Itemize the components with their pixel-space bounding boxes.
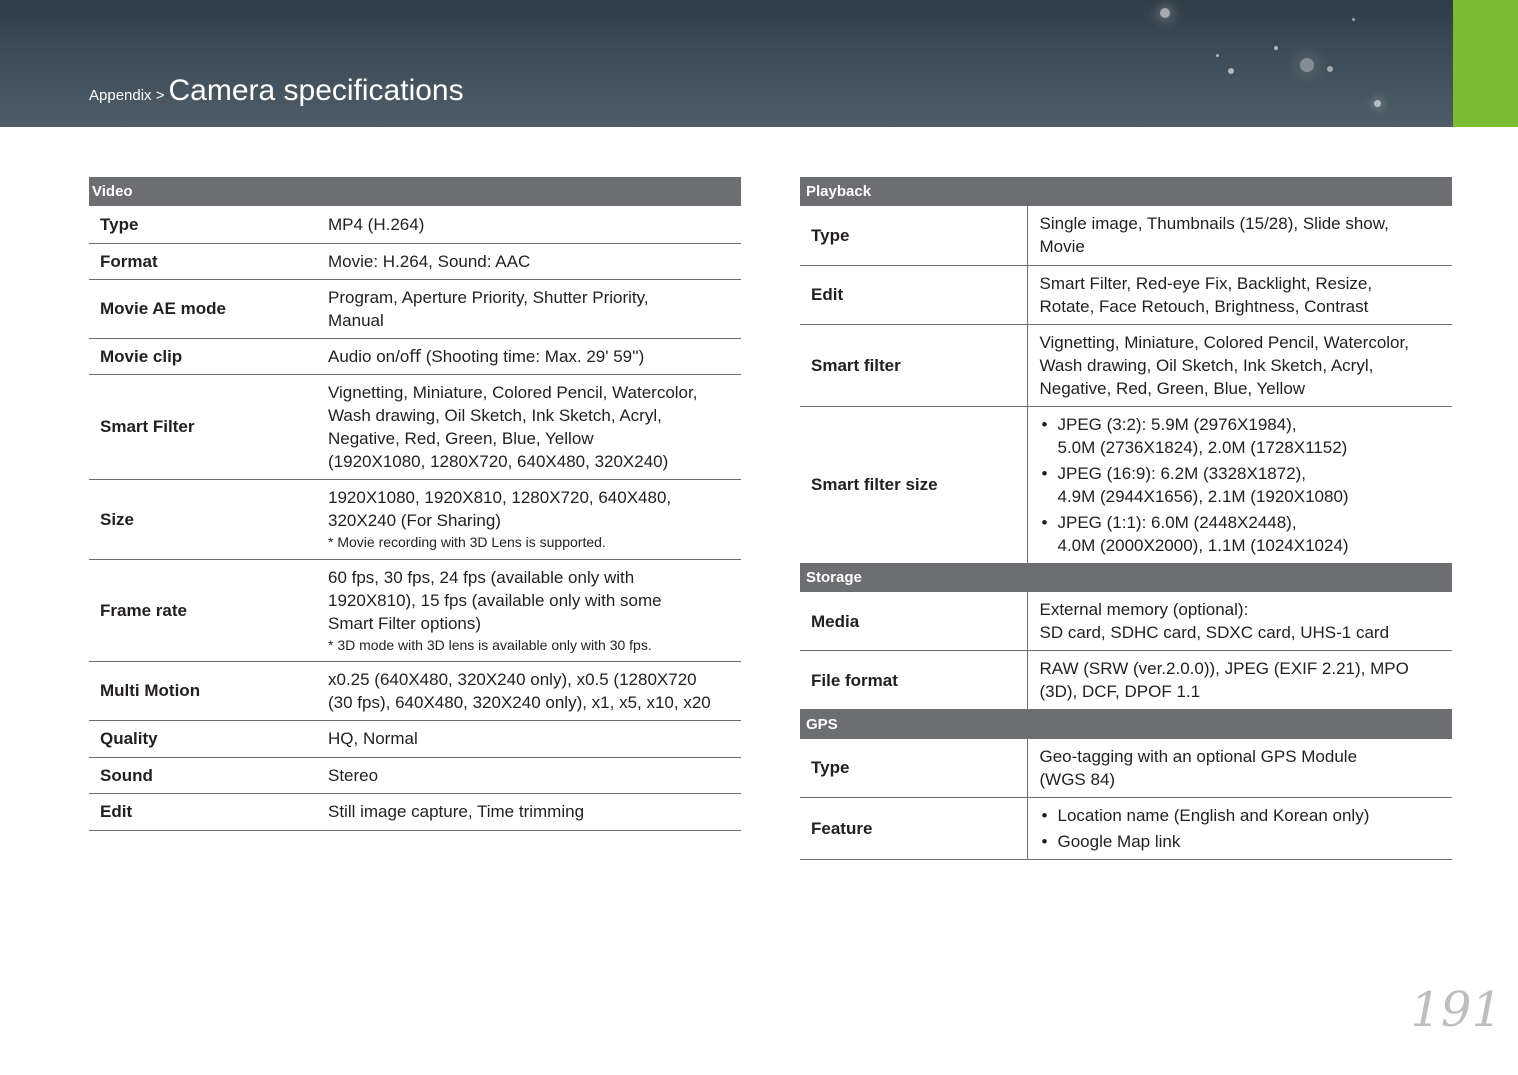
section-header-playback <box>800 177 1452 206</box>
value-line: (1920X1080, 1280X720, 640X480, 320X240) <box>328 451 669 471</box>
row-key: Edit <box>800 265 1027 324</box>
section-title: Video <box>89 177 741 206</box>
row-value <box>1027 592 1452 651</box>
footnote: * 3D mode with 3D lens is available only with 30 fps. <box>328 636 652 653</box>
table-row <box>89 479 741 559</box>
bullet-item <box>1040 462 1443 508</box>
value-line: (WGS 84) <box>1039 769 1116 789</box>
page-title: Camera speciﬁcations <box>168 74 464 107</box>
playback-storage-gps-spec-table <box>800 177 1452 860</box>
table-row <box>89 720 741 757</box>
table-row <box>800 206 1452 265</box>
value-line: Negative, Red, Green, Blue, Yellow <box>1039 378 1306 398</box>
section-title: Playback <box>800 177 1452 206</box>
row-key: Smart ﬁlter <box>800 324 1027 406</box>
row-value <box>1027 206 1452 265</box>
value-line: Rotate, Face Retouch, Brightness, Contrast <box>1039 296 1369 316</box>
row-value <box>1027 265 1452 324</box>
row-key: Multi Motion <box>89 661 316 720</box>
value-line: • JPEG (16:9): 6.2M (3328X1872), <box>1057 463 1307 483</box>
table-row <box>89 374 741 479</box>
value-line: 1920X1080, 1920X810, 1280X720, 640X480, <box>328 488 672 507</box>
table-row <box>800 797 1452 859</box>
breadcrumb-parent: Appendix > <box>89 87 165 104</box>
value-line: Negative, Red, Green, Blue, Yellow <box>328 428 594 448</box>
breadcrumb <box>89 74 464 108</box>
row-key: Edit <box>89 793 316 830</box>
value-line: • JPEG (3:2): 5.9M (2976X1984), <box>1057 414 1297 434</box>
row-key: Type <box>800 739 1027 798</box>
table-row <box>89 559 741 661</box>
section-title: Storage <box>800 563 1452 592</box>
row-value <box>1027 406 1452 563</box>
value-line: Program, Aperture Priority, Shutter Priority, <box>328 287 649 307</box>
row-key: Movie AE mode <box>89 279 316 338</box>
row-value: Audio on/oﬀ (Shooting time: Max. 29' 59'') <box>316 338 741 374</box>
row-value <box>316 374 741 479</box>
row-key: Size <box>89 479 316 559</box>
value-line: 60 fps, 30 fps, 24 fps (available only with <box>328 567 635 587</box>
value-line: 320X240 (For Sharing) <box>328 511 501 530</box>
row-key: Sound <box>89 757 316 793</box>
decorative-dot <box>1352 18 1355 21</box>
table-row <box>800 651 1452 710</box>
decorative-dot <box>1216 54 1219 57</box>
table-row <box>89 661 741 720</box>
row-value: Movie: H.264, Sound: AAC <box>316 243 741 279</box>
row-value <box>316 559 741 661</box>
value-line: 4.9M (2944X1656), 2.1M (1920X1080) <box>1057 486 1349 506</box>
row-value <box>316 661 741 720</box>
section-header-storage <box>800 563 1452 592</box>
row-key: Format <box>89 243 316 279</box>
table-row <box>89 279 741 338</box>
table-row <box>89 206 741 243</box>
row-key: Smart Filter <box>89 374 316 479</box>
row-value <box>1027 797 1452 859</box>
decorative-dot <box>1327 66 1333 72</box>
section-title: GPS <box>800 710 1452 739</box>
table-row <box>800 406 1452 563</box>
table-row <box>89 793 741 830</box>
value-line: 5.0M (2736X1824), 2.0M (1728X1152) <box>1057 437 1348 457</box>
table-row <box>800 592 1452 651</box>
bullet-item <box>1040 511 1443 557</box>
bullet-item: • Google Map link <box>1040 830 1443 853</box>
row-key: Media <box>800 592 1027 651</box>
value-line: SD card, SDHC card, SDXC card, UHS-1 card <box>1039 623 1390 642</box>
row-key: File format <box>800 651 1027 710</box>
value-line: Geo-tagging with an optional GPS Module <box>1039 746 1358 766</box>
value-line: 4.0M (2000X2000), 1.1M (1024X1024) <box>1057 535 1349 555</box>
value-line: RAW (SRW (ver.2.0.0)), JPEG (EXIF 2.21), MPO <box>1039 659 1409 678</box>
row-value <box>1027 324 1452 406</box>
row-value <box>1027 739 1452 798</box>
table-row <box>89 757 741 793</box>
table-row <box>89 243 741 279</box>
row-key: Type <box>800 206 1027 265</box>
video-spec-table <box>89 177 741 831</box>
value-line: x0.25 (640X480, 320X240 only), x0.5 (1280X720 <box>328 669 697 689</box>
table-row <box>800 739 1452 798</box>
chapter-tab <box>1453 0 1518 127</box>
section-header-gps <box>800 710 1452 739</box>
row-value <box>316 279 741 338</box>
value-line: (3D), DCF, DPOF 1.1 <box>1039 682 1201 701</box>
bullet-item: • Location name (English and Korean only) <box>1040 804 1443 827</box>
section-header-video <box>89 177 741 206</box>
value-line: External memory (optional): <box>1039 600 1249 619</box>
value-line: Smart Filter, Red-eye Fix, Backlight, Resize, <box>1039 273 1373 293</box>
value-line: Single image, Thumbnails (15/28), Slide show, <box>1039 214 1389 234</box>
row-key: Quality <box>89 720 316 757</box>
value-line: Manual <box>328 310 384 330</box>
row-key: Type <box>89 206 316 243</box>
row-value: MP4 (H.264) <box>316 206 741 243</box>
row-key: Movie clip <box>89 338 316 374</box>
value-line: Smart Filter options) <box>328 613 482 633</box>
page-number: 191 <box>1410 982 1502 1038</box>
value-line: Wash drawing, Oil Sketch, Ink Sketch, Acryl, <box>328 405 662 425</box>
value-line: Vignetting, Miniature, Colored Pencil, Watercolor, <box>328 382 698 402</box>
row-key: Frame rate <box>89 559 316 661</box>
decorative-dot <box>1228 68 1234 74</box>
row-value: HQ, Normal <box>316 720 741 757</box>
bullet-item <box>1040 413 1443 459</box>
value-line: Vignetting, Miniature, Colored Pencil, Watercolor, <box>1039 332 1409 352</box>
row-value: Still image capture, Time trimming <box>316 793 741 830</box>
row-value: Stereo <box>316 757 741 793</box>
table-row <box>800 324 1452 406</box>
value-line: • JPEG (1:1): 6.0M (2448X2448), <box>1057 512 1297 532</box>
row-key: Smart ﬁlter size <box>800 406 1027 563</box>
row-value <box>316 479 741 559</box>
row-key: Feature <box>800 797 1027 859</box>
decorative-dot <box>1374 100 1381 107</box>
decorative-dot <box>1160 8 1170 18</box>
value-line: 1920X810), 15 fps (available only with some <box>328 590 662 610</box>
footnote: * Movie recording with 3D Lens is supported. <box>328 534 606 550</box>
table-row <box>800 265 1452 324</box>
value-line: Wash drawing, Oil Sketch, Ink Sketch, Acryl, <box>1039 355 1374 375</box>
row-value <box>1027 651 1452 710</box>
table-row <box>89 338 741 374</box>
value-line: (30 fps), 640X480, 320X240 only), x1, x5, x10, x20 <box>328 692 711 712</box>
decorative-dot <box>1274 46 1278 50</box>
decorative-dot <box>1300 58 1314 72</box>
value-line: Movie <box>1039 237 1085 257</box>
